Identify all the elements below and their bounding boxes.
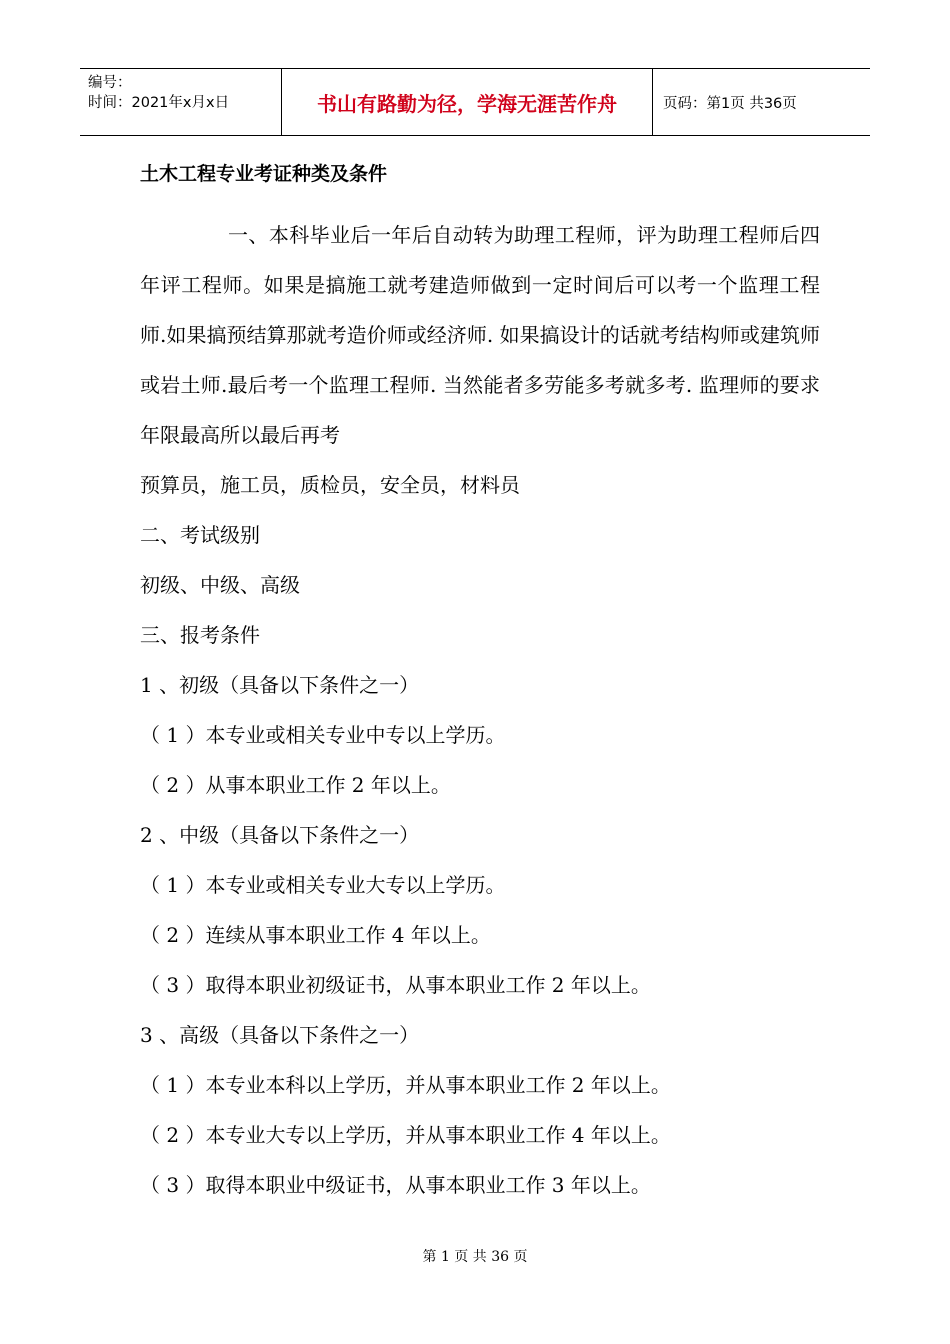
condition-item: （ 3 ）取得本职业中级证书，从事本职业工作 3 年以上。 xyxy=(140,1173,651,1197)
body-line: 预算员，施工员，质检员，安全员，材料员 xyxy=(140,473,520,497)
header-page-info: 页码：第1页 共36页 xyxy=(663,95,797,112)
condition-item: （ 2 ）本专业大专以上学历，并从事本职业工作 4 年以上。 xyxy=(140,1123,671,1147)
condition-item: （ 1 ）本专业本科以上学历，并从事本职业工作 2 年以上。 xyxy=(140,1073,671,1097)
section-heading: 三、报考条件 xyxy=(140,623,260,647)
document-title: 土木工程专业考证种类及条件 xyxy=(140,163,388,185)
level-heading: 3 、高级（具备以下条件之一） xyxy=(140,1023,420,1047)
level-heading: 1 、初级（具备以下条件之一） xyxy=(140,673,420,697)
condition-item: （ 2 ）从事本职业工作 2 年以上。 xyxy=(140,773,451,797)
document-body xyxy=(140,210,820,1210)
condition-item: （ 2 ）连续从事本职业工作 4 年以上。 xyxy=(140,923,491,947)
number-label: 编号： xyxy=(88,75,132,91)
page-header xyxy=(80,68,870,136)
body-line: 初级、中级、高级 xyxy=(140,573,300,597)
intro-paragraph: 一、本科毕业后一年后自动转为助理工程师，评为助理工程师后四年评工程师。如果是搞施工就考建造师做到一定时间后可以考一个监理工程师.如果搞预结算那就考造价师或经济师. 如果搞设计的话就考结构师或建筑师或岩土师.最后考一个监理工程师. 当然能者多劳能多考就多考. 监理师的要求年限最高所以最后再考 xyxy=(140,223,820,447)
time-label: 时间：2021年x月x日 xyxy=(88,95,230,111)
header-meta xyxy=(80,69,282,135)
section-heading: 二、考试级别 xyxy=(140,523,260,547)
condition-item: （ 3 ）取得本职业初级证书，从事本职业工作 2 年以上。 xyxy=(140,973,651,997)
page-footer: 第 1 页 共 36 页 xyxy=(422,1249,528,1265)
condition-item: （ 1 ）本专业或相关专业中专以上学历。 xyxy=(140,723,506,747)
level-heading: 2 、中级（具备以下条件之一） xyxy=(140,823,420,847)
header-motto: 书山有路勤为径，学海无涯苦作舟 xyxy=(282,69,653,135)
condition-item: （ 1 ）本专业或相关专业大专以上学历。 xyxy=(140,873,506,897)
